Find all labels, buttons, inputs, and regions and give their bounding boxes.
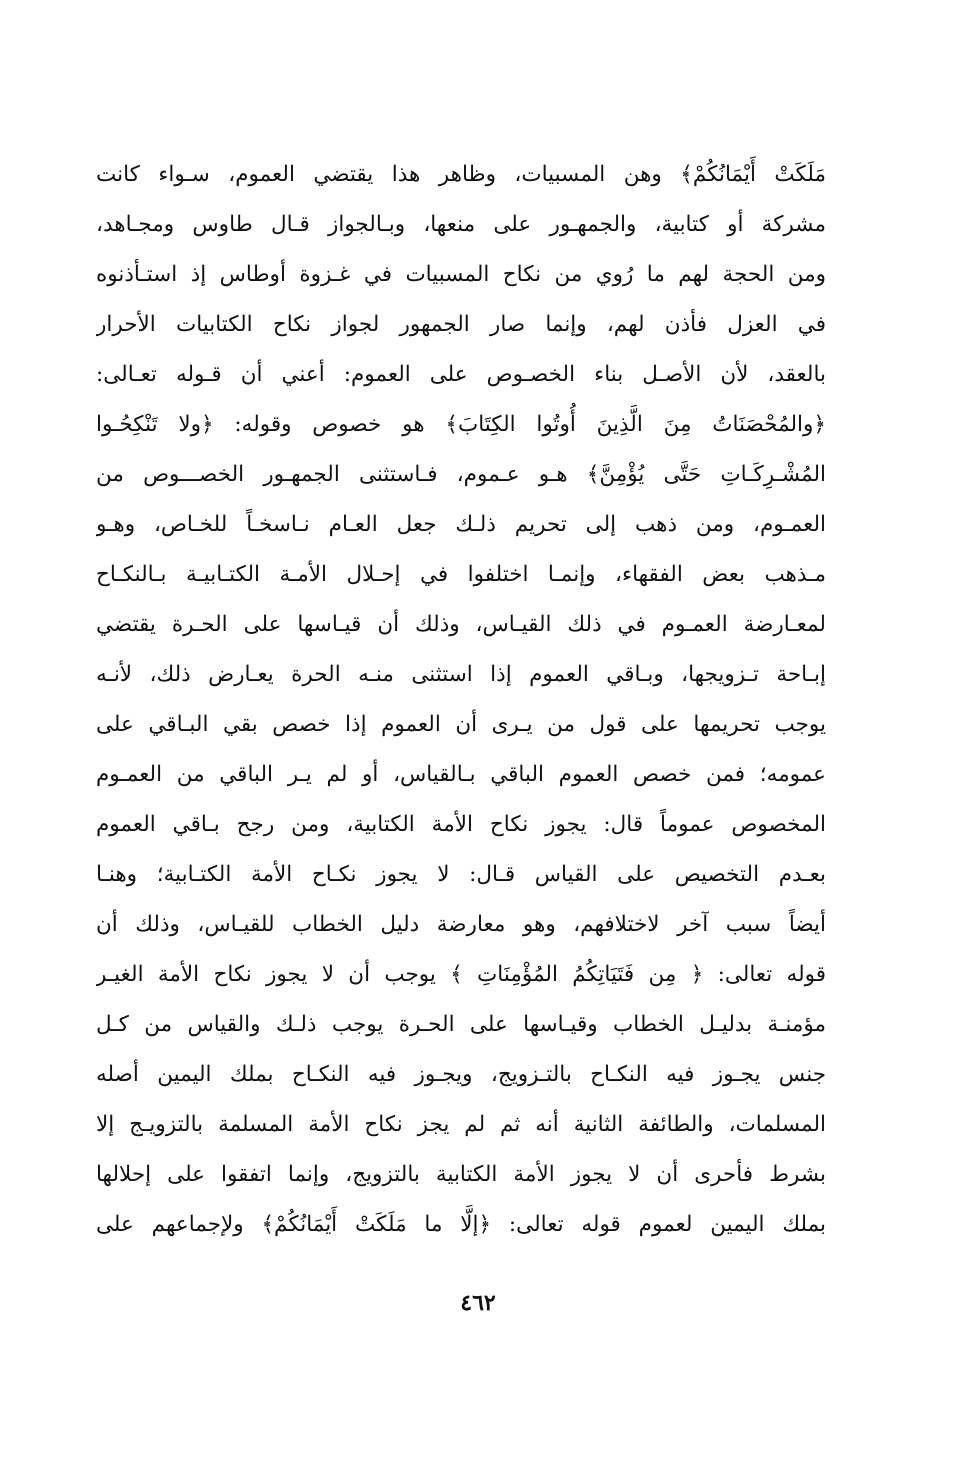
- text-line-20: المسلمات، والطائفة الثانية أنه ثم لم يجز نكاح الأمة المسلمة بالتزويـج إلا: [96, 1112, 826, 1137]
- text-line-5: بالعقد، لأن الأصـل بناء الخصـوص على العموم: أعني أن قـوله تعـالى:: [96, 362, 826, 387]
- text-line-7: المُشْـرِكَـاتِ حَتَّى يُؤْمِنَّ﴾ هـو عـموم، فـاستثنى الجمهـور الخصـــوص من: [96, 462, 826, 487]
- text-line-16: أيضاً سبب آخر لاختلافهم، وهو معارضة دليل الخطاب للقيـاس، وذلك أن: [96, 912, 826, 937]
- text-line-14: المخصوص عموماً قال: يجوز نكاح الأمة الكتابية، ومن رجح بـاقي العموم: [96, 812, 826, 837]
- text-line-12: يوجب تحريمها على قول من يـرى أن العموم إذا خصص بقي البـاقي على: [96, 712, 826, 737]
- text-line-6: ﴿والمُحْصَنَاتُ مِنَ الَّذِينَ أُوتُوا الكِتَابَ﴾ هو خصوص وقوله: ﴿ولا تَنْكِحُـوا: [96, 412, 826, 437]
- text-line-10: لمعـارضة العمـوم في ذلك القيـاس، وذلك أن قيـاسها على الحـرة يقتضي: [96, 612, 826, 637]
- text-line-13: عمومه؛ فمن خصص العموم الباقي بـالقياس، أو لم يـر الباقي من العمـوم: [96, 762, 826, 787]
- text-line-21: بشرط فأحرى أن لا يجوز الأمة الكتابية بالتزويج، وإنما اتفقوا على إحلالها: [96, 1162, 826, 1187]
- text-line-4: في العزل فأذن لهم، وإنما صار الجمهور لجواز نكاح الكتابيات الأحرار: [96, 312, 826, 337]
- text-line-1: مَلَكَتْ أَيْمَانُكُمْ﴾ وهن المسبيات، وظاهر هذا يقتضي العموم، سـواء كانت: [96, 162, 826, 187]
- text-line-22: بملك اليمين لعموم قوله تعالى: ﴿إلَّا ما مَلَكَتْ أَيْمَانُكُمْ﴾ ولإجماعهم على: [96, 1212, 826, 1237]
- page-number: ٤٦٢: [460, 1290, 496, 1316]
- text-line-15: بعـدم التخصيص على القياس قـال: لا يجوز نكـاح الأمة الكتـابية؛ وهنـا: [96, 862, 826, 887]
- body-text: [96, 150, 826, 1250]
- text-line-9: مـذهب بعض الفقهاء، وإنمـا اختلفوا في إحـلال الأمـة الكتـابيـة بـالنكـاح: [96, 562, 826, 587]
- text-line-11: إبـاحة تـزويجها، وبـاقي العموم إذا استثنى منـه الحرة يعـارض ذلك، لأنـه: [96, 662, 826, 687]
- text-line-3: ومن الحجة لهم ما رُوي من نكاح المسبيات في غـزوة أوطاس إذ استـأذنوه: [96, 262, 826, 287]
- text-line-18: مؤمنـة بدليـل الخطاب وقيـاسها على الحـرة يوجب ذلـك والقياس من كـل: [96, 1012, 826, 1037]
- text-line-2: مشركة أو كتابية، والجمهـور على منعها، وبـالجواز قـال طاوس ومجـاهد،: [96, 212, 826, 237]
- text-line-19: جنس يجـوز فيه النكـاح بالتـزويج، ويجـوز فيه النكـاح بملك اليمين أصله: [96, 1062, 826, 1087]
- text-line-17: قوله تعالى: ﴿ مِن فَتَيَاتِكُمُ المُؤْمِنَاتِ ﴾ يوجب أن لا يجوز نكاح الأمة الغيـر: [96, 962, 826, 987]
- text-line-8: العمـوم، ومن ذهب إلى تحريم ذلـك جعل العـام نـاسخـاً للخـاص، وهـو: [96, 512, 826, 537]
